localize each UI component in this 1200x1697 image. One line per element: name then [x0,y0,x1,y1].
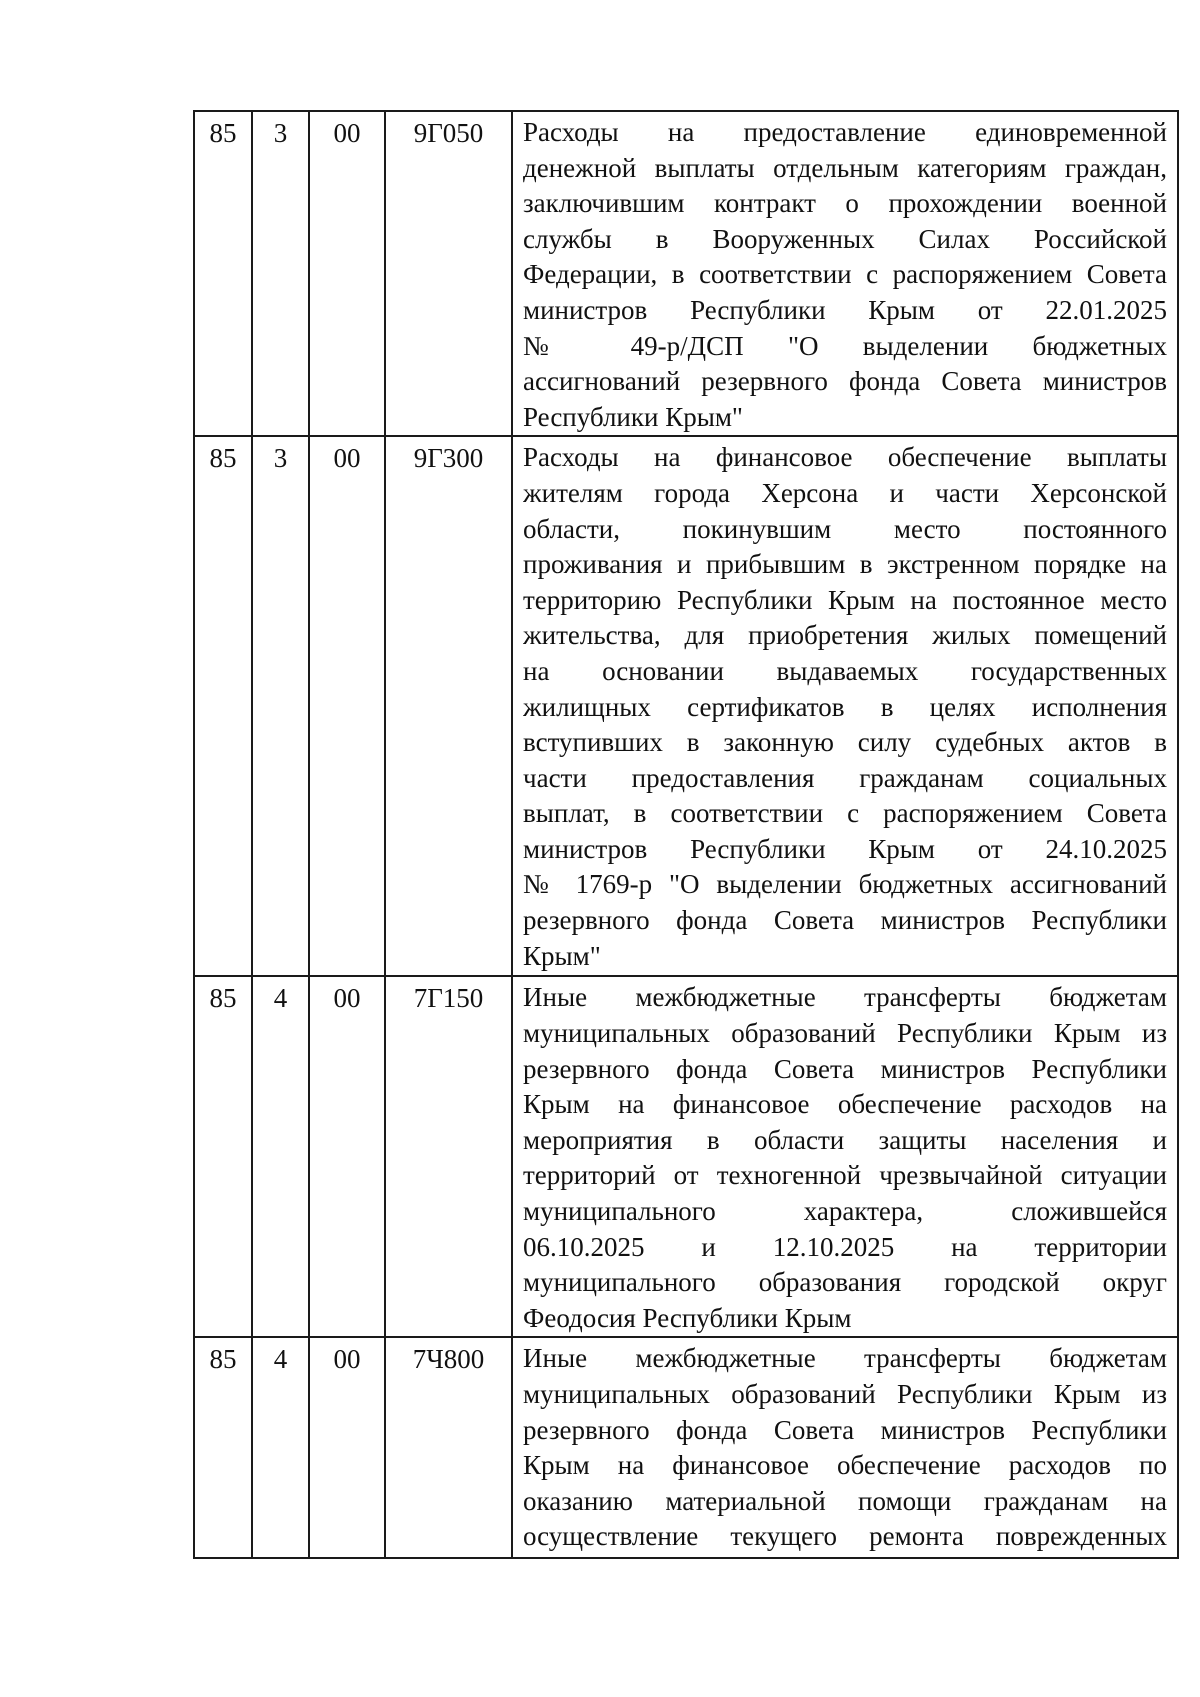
description-line: Крым на финансовое обеспечение расходов на [523,1089,1167,1120]
description-line: на основании выдаваемых государственных [523,655,1167,686]
description-line: части предоставления гражданам социальных [523,762,1167,793]
table-row [194,436,1178,976]
description-line: мероприятия в области защиты населения и [523,1124,1167,1155]
description-line: министров Республики Крым от 22.01.2025 [523,294,1167,325]
description-line: Расходы на финансовое обеспечение выплаты [523,442,1167,473]
description-line: Республики Крым" [523,401,743,432]
description-line: вступивших в законную силу судебных актов в [523,727,1167,758]
description-line: муниципальных образований Республики Крым из [523,1378,1167,1409]
description-line: жителям города Херсона и части Херсонской [523,477,1167,508]
description-line: территорий от техногенной чрезвычайной ситуации [523,1160,1167,1191]
subsection-code: 4 [273,983,288,1014]
description-line: Крым" [523,940,601,971]
description-line: заключившим контракт о прохождении военной [523,188,1167,219]
description-line: муниципального характера, сложившейся [523,1195,1167,1226]
description-cell [512,976,1178,1337]
description-line: резервного фонда Совета министров Республики [523,1053,1167,1084]
direction-code-cell [385,976,512,1337]
subsection-code: 3 [273,443,288,474]
description-line: муниципальных образований Республики Крым из [523,1017,1167,1048]
description-line: денежной выплаты отдельным категориям граждан, [523,152,1167,183]
description-cell [512,436,1178,976]
description-text [513,112,1177,435]
description-line: проживания и прибывшим в экстренном порядке на [523,549,1167,580]
subsection-code-cell [252,436,309,976]
description-line: оказанию материальной помощи гражданам на [523,1485,1167,1516]
direction-code: 9Г300 [413,443,484,474]
subsection-code-cell [252,1337,309,1558]
program-code-cell [309,111,385,436]
section-code: 85 [209,1344,237,1375]
section-code-cell [194,976,252,1337]
description-line: министров Республики Крым от 24.10.2025 [523,833,1167,864]
direction-code: 7Г150 [413,983,484,1014]
direction-code-cell [385,1337,512,1558]
subsection-code: 4 [273,1344,288,1375]
direction-code: 7Ч800 [412,1344,485,1375]
description-line: осуществление текущего ремонта поврежденных [523,1521,1167,1552]
direction-code-cell [385,436,512,976]
description-line: резервного фонда Совета министров Республики [523,905,1167,936]
direction-code-cell [385,111,512,436]
subsection-code-cell [252,976,309,1337]
description-line: 06.10.2025 и 12.10.2025 на территории [523,1231,1167,1262]
description-line: жительства, для приобретения жилых помещений [523,620,1167,651]
section-code: 85 [209,118,237,148]
section-code: 85 [209,983,237,1014]
description-line: Федерации, в соответствии с распоряжением Совета [523,259,1167,290]
description-cell [512,1337,1178,1558]
description-line: резервного фонда Совета министров Республики [523,1414,1167,1445]
section-code-cell [194,436,252,976]
description-line: № 1769-р "О выделении бюджетных ассигнований [523,869,1167,900]
budget-codes-table [193,110,1179,1559]
description-line: жилищных сертификатов в целях исполнения [523,691,1167,722]
direction-code: 9Г050 [413,118,484,148]
table-body [194,111,1178,1558]
table-row [194,1337,1178,1558]
program-code: 00 [333,443,361,474]
description-text [513,977,1177,1336]
description-cell [512,111,1178,436]
description-line: выплат, в соответствии с распоряжением Совета [523,798,1167,829]
description-line: Расходы на предоставление единовременной [523,117,1167,147]
program-code-cell [309,436,385,976]
description-line: ассигнований резервного фонда Совета министров [523,366,1167,397]
section-code-cell [194,1337,252,1558]
subsection-code-cell [252,111,309,436]
description-line: муниципального образования городской округ [523,1267,1167,1298]
description-line: Феодосия Республики Крым [523,1302,852,1333]
section-code-cell [194,111,252,436]
description-line: Крым на финансовое обеспечение расходов по [523,1450,1167,1481]
description-line: Иные межбюджетные трансферты бюджетам [523,982,1167,1013]
description-text [513,1338,1177,1555]
program-code: 00 [333,983,361,1014]
description-line: области, покинувшим место постоянного [523,513,1167,544]
program-code-cell [309,1337,385,1558]
description-line: службы в Вооруженных Силах Российской [523,223,1167,254]
description-line: № 49-р/ДСП "О выделении бюджетных [523,330,1167,361]
description-line: территорию Республики Крым на постоянное место [523,584,1167,615]
program-code-cell [309,976,385,1337]
program-code: 00 [333,1344,361,1375]
section-code: 85 [209,443,237,474]
program-code: 00 [333,118,361,148]
table-row [194,111,1178,436]
table-row [194,976,1178,1337]
description-line: Иные межбюджетные трансферты бюджетам [523,1343,1167,1374]
subsection-code: 3 [273,118,288,148]
description-text [513,437,1177,974]
